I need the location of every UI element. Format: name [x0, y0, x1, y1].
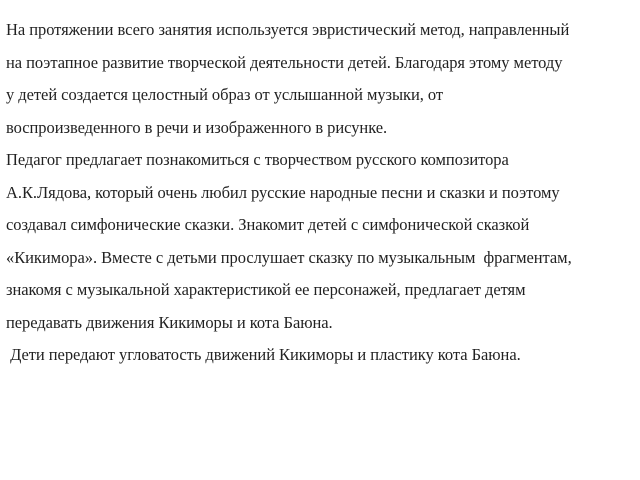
- text-line: Педагог предлагает познакомиться с творчеством русского композитора: [6, 150, 509, 169]
- text-line: Дети передают угловатость движений Кикиморы и пластику кота Баюна.: [6, 345, 521, 364]
- text-line: А.К.Лядова, который очень любил русские народные песни и сказки и поэтому: [6, 182, 560, 202]
- text-line: воспроизведенного в речи и изображенного в рисунке.: [6, 117, 388, 137]
- body-text: [6, 14, 630, 372]
- text-line: у детей создается целостный образ от услышанной музыки, от: [6, 85, 444, 104]
- text-line: знакомя с музыкальной характеристикой ее персонажей, предлагает детям: [6, 280, 526, 299]
- text-line: передавать движения Кикиморы и кота Баюна.: [6, 312, 333, 332]
- text-line: создавал симфонические сказки. Знакомит детей с симфонической сказкой: [6, 215, 530, 234]
- text-line: «Кикимора». Вместе с детьми прослушает сказку по музыкальным фрагментам,: [6, 247, 572, 267]
- text-line: на поэтапное развитие творческой деятельности детей. Благодаря этому методу: [6, 52, 563, 72]
- text-line: На протяжении всего занятия используется эвристический метод, направленный: [6, 20, 570, 39]
